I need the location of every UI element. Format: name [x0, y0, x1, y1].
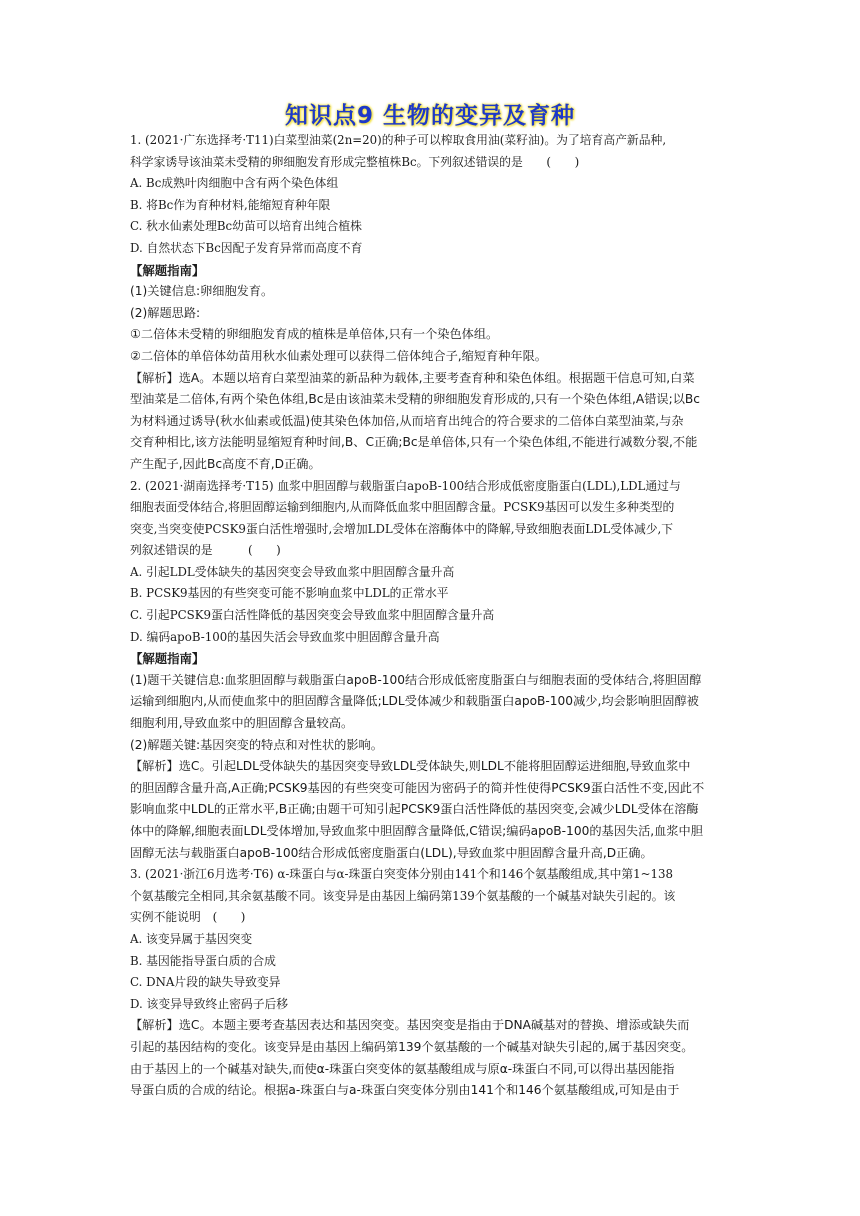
explanation-line: (1)题干关键信息:血浆胆固醇与载脂蛋白apoB-100结合形成低密度脂蛋白与细胞表面的受体结合,将胆固醇: [130, 672, 702, 687]
explanation-line: 细胞利用,导致血浆中的胆固醇含量较高。: [130, 716, 354, 731]
explanation-line: 由于基因上的一个碱基对缺失,而使α-珠蛋白突变体的氨基酸组成与原α-珠蛋白不同,可以得出基因能指: [130, 1061, 675, 1076]
question-line: C. 引起PCSK9蛋白活性降低的基因突变会导致血浆中胆固醇含量升高: [130, 608, 495, 623]
explanation-line: 【解析】选C。引起LDL受体缺失的基因突变导致LDL受体缺失,则LDL不能将胆固醇运进细胞,导致血浆中: [130, 759, 691, 774]
explanation-line: (2)解题关键:基因突变的特点和对性状的影响。: [130, 737, 383, 752]
explanation-line: 为材料通过诱导(秋水仙素或低温)使其染色体加倍,从而培育出纯合的符合要求的二倍体白菜型油菜,与杂: [130, 413, 684, 428]
question-line: 2. (2021·湖南选择考·T15) 血浆中胆固醇与载脂蛋白apoB-100结合形成低密度脂蛋白(LDL),LDL通过与: [130, 478, 681, 493]
explanation-line: (1)关键信息:卵细胞发育。: [130, 284, 274, 299]
question-line: 个氨基酸完全相同,其余氨基酸不同。该变异是由基因上编码第139个氨基酸的一个碱基对缺失引起的。该: [130, 888, 676, 903]
explanation-line: ①二倍体未受精的卵细胞发育成的植株是单倍体,只有一个染色体组。: [130, 327, 499, 342]
explanation-line: 影响血浆中LDL的正常水平,B正确;由题干可知引起PCSK9蛋白活性降低的基因突变,会减少LDL受体在溶酶: [130, 802, 699, 817]
question-line: 列叙述错误的是 ( ): [130, 543, 281, 558]
document-body: [130, 130, 732, 1102]
question-line: 1. (2021·广东选择考·T11)白菜型油菜(2n=20)的种子可以榨取食用油(菜籽油)。为了培育高产新品种,: [130, 133, 667, 147]
explanation-line: 型油菜是二倍体,有两个染色体组,Bc是由该油菜未受精的卵细胞发育形成的,只有一个染色体组,A错误;以Bc: [130, 392, 700, 407]
explanation-line: 固醇无法与载脂蛋白apoB-100结合形成低密度脂蛋白(LDL),导致血浆中胆固醇含量升高,D正确。: [130, 845, 653, 860]
explanation-line: 【解析】选A。本题以培育白菜型油菜的新品种为载体,主要考查育种和染色体组。根据题干信息可知,白菜: [130, 370, 695, 385]
explanation-line: 产生配子,因此Bc高度不育,D正确。: [130, 456, 321, 471]
explanation-line: ②二倍体的单倍体幼苗用秋水仙素处理可以获得二倍体纯合子,缩短育种年限。: [130, 348, 547, 363]
question-line: B. PCSK9基因的有些突变可能不影响血浆中LDL的正常水平: [130, 586, 449, 601]
question-line: 实例不能说明 ( ): [130, 910, 246, 925]
explanation-line: (2)解题思路:: [130, 305, 201, 320]
question-line: A. 该变异属于基因突变: [130, 931, 253, 946]
question-line: A. 引起LDL受体缺失的基因突变会导致血浆中胆固醇含量升高: [130, 564, 455, 579]
question-line: A. Bc成熟叶肉细胞中含有两个染色体组: [130, 176, 339, 191]
question-line: D. 该变异导致终止密码子后移: [130, 996, 289, 1011]
question-line: C. DNA片段的缺失导致变异: [130, 975, 281, 990]
question-line: D. 自然状态下Bc因配子发育异常而高度不育: [130, 240, 363, 255]
explanation-line: 运输到细胞内,从而使血浆中的胆固醇含量降低;LDL受体减少和载脂蛋白apoB-100减少,均会影响胆固醇被: [130, 694, 699, 709]
question-line: 3. (2021·浙江6月选考·T6) α-珠蛋白与α-珠蛋白突变体分别由141个和146个氨基酸组成,其中第1~138: [130, 867, 674, 882]
explanation-line: 交育种相比,该方法能明显缩短育种时间,B、C正确;Bc是单倍体,只有一个染色体组,不能进行减数分裂,不能: [130, 435, 698, 450]
question-line: 突变,当突变使PCSK9蛋白活性增强时,会增加LDL受体在溶酶体中的降解,导致细胞表面LDL受体减少,下: [130, 521, 674, 536]
page-title: 知识点9 生物的变异及育种: [284, 103, 575, 129]
question-line: B. 基因能指导蛋白质的合成: [130, 953, 276, 968]
section-heading: 【解题指南】: [130, 262, 205, 278]
question-line: B. 将Bc作为育种材料,能缩短育种年限: [130, 197, 331, 212]
explanation-line: 引起的基因结构的变化。该变异是由基因上编码第139个氨基酸的一个碱基对缺失引起的,属于基因突变。: [130, 1039, 694, 1054]
explanation-line: 导蛋白质的合成的结论。根据a-珠蛋白与a-珠蛋白突变体分别由141个和146个氨基酸组成,可知是由于: [130, 1083, 680, 1098]
explanation-line: 体中的降解,细胞表面LDL受体增加,导致血浆中胆固醇含量降低,C错误;编码apoB-100的基因失活,血浆中胆: [130, 824, 703, 838]
question-line: 科学家诱导该油菜未受精的卵细胞发育形成完整植株Bc。下列叙述错误的是 ( ): [130, 154, 580, 169]
section-heading: 【解题指南】: [130, 651, 205, 667]
explanation-line: 【解析】选C。本题主要考查基因表达和基因突变。基因突变是指由于DNA碱基对的替换、增添或缺失而: [130, 1018, 690, 1033]
question-line: 细胞表面受体结合,将胆固醇运输到细胞内,从而降低血浆中胆固醇含量。PCSK9基因可以发生多种类型的: [130, 500, 675, 515]
question-line: C. 秋水仙素处理Bc幼苗可以培育出纯合植株: [130, 219, 362, 234]
question-line: D. 编码apoB-100的基因失活会导致血浆中胆固醇含量升高: [130, 629, 440, 644]
explanation-line: 的胆固醇含量升高,A正确;PCSK9基因的有些突变可能因为密码子的简并性使得PCSK9蛋白活性不变,因此不: [130, 780, 705, 795]
